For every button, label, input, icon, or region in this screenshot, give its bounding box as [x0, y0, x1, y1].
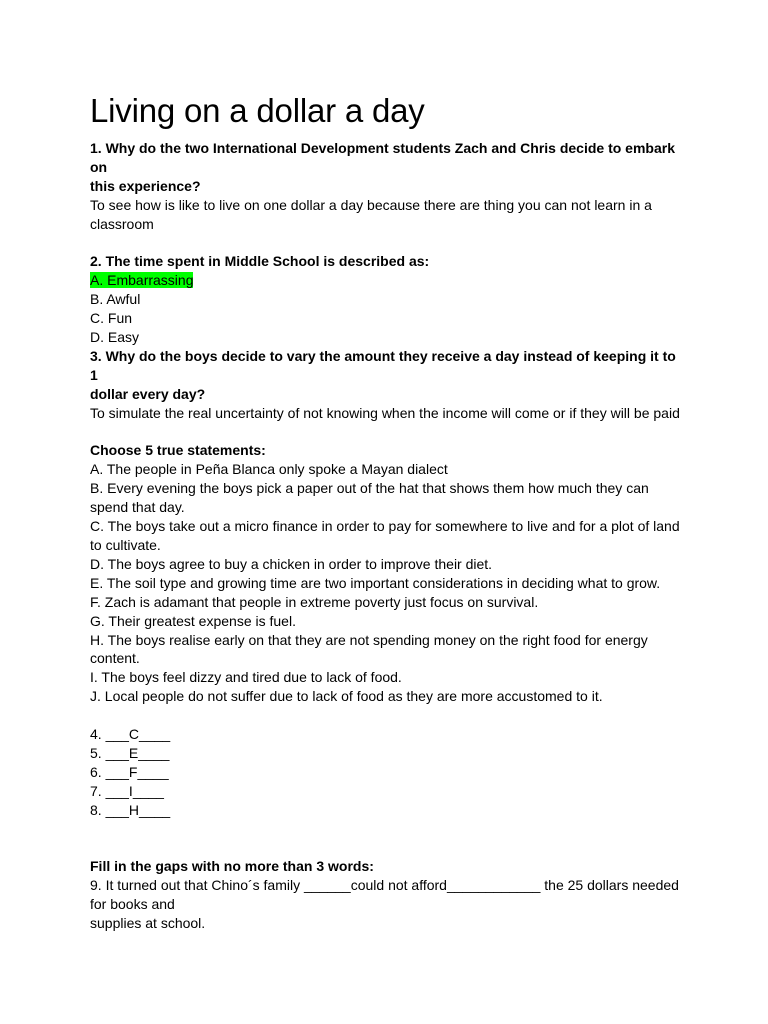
gap-question-line: for books and	[90, 896, 175, 913]
question-2-option-c: C. Fun	[90, 310, 133, 327]
gaps-heading: Fill in the gaps with no more than 3 words:	[90, 858, 374, 875]
spacer	[90, 838, 690, 857]
question-3-answer: To simulate the real uncertainty of not knowing when the income will come or if they will be paid	[90, 404, 680, 421]
statement-line: J. Local people do not suffer due to lack of food as they are more accustomed to it.	[90, 688, 603, 705]
statement-answer: 4. ___C____	[90, 726, 171, 743]
gap-question-line: 9. It turned out that Chino´s family ______could not afford____________ the 25 dollars needed	[90, 877, 679, 894]
spacer	[90, 706, 690, 725]
question-1-text-line: on	[90, 158, 108, 175]
highlighted-answer: A. Embarrassing	[90, 272, 194, 289]
statement-answer: 5. ___E____	[90, 744, 170, 761]
statement-line: D. The boys agree to buy a chicken in order to improve their diet.	[90, 555, 493, 572]
statement-answer: 7. ___I____	[90, 782, 164, 799]
question-3-text-line: 1	[90, 366, 98, 383]
question-1	[90, 139, 690, 234]
question-1-text-line: 1. Why do the two International Development students Zach and Chris decide to embark	[90, 140, 675, 156]
statement-line: H. The boys realise early on that they are not spending money on the right food for energy	[90, 631, 648, 648]
question-2-option-a	[90, 271, 690, 290]
statement-line: content.	[90, 650, 140, 667]
statement-answer: 6. ___F____	[90, 763, 169, 780]
spacer	[90, 423, 690, 442]
true-statements-section	[90, 441, 690, 819]
statement-line: B. Every evening the boys pick a paper out of the hat that shows them how much they can	[90, 480, 649, 497]
statement-line: I. The boys feel dizzy and tired due to lack of food.	[90, 669, 402, 686]
statement-line: G. Their greatest expense is fuel.	[90, 612, 296, 629]
statement-answer: 8. ___H____	[90, 801, 171, 818]
question-1-answer-line: To see how is like to live on one dollar a day because there are thing you can not learn in a	[90, 196, 652, 213]
question-2-option-d: D. Easy	[90, 329, 140, 346]
spacer	[90, 234, 690, 253]
document-title: Living on a dollar a day	[90, 92, 425, 129]
statement-line: to cultivate.	[90, 537, 161, 553]
question-2	[90, 252, 690, 347]
question-2-option-b: B. Awful	[90, 291, 141, 308]
statements-heading: Choose 5 true statements:	[90, 442, 266, 459]
document-page	[90, 91, 690, 933]
statement-line: A. The people in Peña Blanca only spoke a Mayan dialect	[90, 461, 448, 478]
statement-line: spend that day.	[90, 499, 185, 516]
question-2-text: 2. The time spent in Middle School is described as:	[90, 253, 430, 270]
question-3	[90, 347, 690, 423]
spacer	[90, 820, 690, 839]
question-1-text-line: this experience?	[90, 177, 201, 194]
statement-line: E. The soil type and growing time are two important considerations in deciding what to grow.	[90, 574, 661, 591]
statement-line: C. The boys take out a micro finance in order to pay for somewhere to live and for a plot of land	[90, 518, 680, 535]
question-3-text-line: dollar every day?	[90, 385, 206, 402]
gap-question-line: supplies at school.	[90, 915, 206, 932]
question-1-answer-line: classroom	[90, 215, 154, 232]
statement-line: F. Zach is adamant that people in extreme poverty just focus on survival.	[90, 593, 539, 610]
fill-gaps-section	[90, 857, 690, 933]
question-3-text-line: 3. Why do the boys decide to vary the amount they receive a day instead of keeping it to	[90, 347, 676, 364]
